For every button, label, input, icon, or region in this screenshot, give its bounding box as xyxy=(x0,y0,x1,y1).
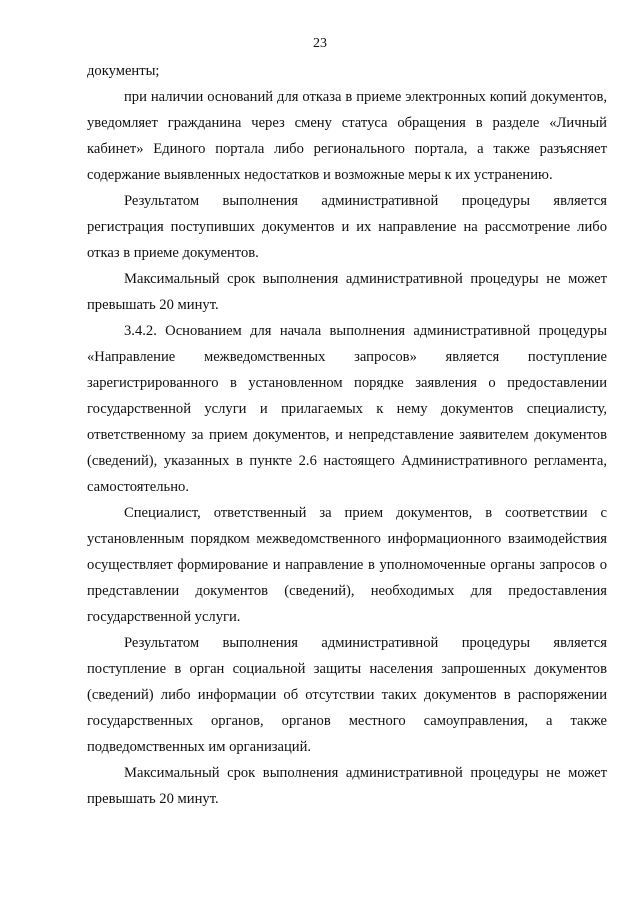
document-body xyxy=(87,58,607,812)
paragraph-3: Результатом выполнения административной процедуры является регистрация поступивших документов и их направление на рассмотрение либо отказ в приеме документов. xyxy=(87,193,607,261)
paragraph-8: Максимальный срок выполнения административной процедуры не может превышать 20 минут. xyxy=(87,765,607,807)
page-number: 23 xyxy=(313,36,327,51)
paragraph-2: при наличии оснований для отказа в приеме электронных копий документов, уведомляет гражданина через смену статуса обращения в разделе «Личный кабинет» Единого портала либо регионального портала, а также разъясняет содержание выявленных недостатков и возможные меры к их устранению. xyxy=(87,89,607,183)
paragraph-5: 3.4.2. Основанием для начала выполнения административной процедуры «Направление межведомственных запросов» является поступление зарегистрированного в установленном порядке заявления о предоставлении государственной услуги и прилагаемых к нему документов специалисту, ответственному за прием документов, и непредставление заявителем документов (сведений), указанных в пункте 2.6 настоящего Административного регламента, самостоятельно. xyxy=(87,323,607,495)
paragraph-6: Специалист, ответственный за прием документов, в соответствии с установленным порядком межведомственного информационного взаимодействия осуществляет формирование и направление в уполномоченные органы запросов о представлении документов (сведений), необходимых для предоставления государственной услуги. xyxy=(87,505,607,625)
paragraph-7: Результатом выполнения административной процедуры является поступление в орган социальной защиты населения запрошенных документов (сведений) либо информации об отсутствии таких документов в распоряжении государственных органов, органов местного самоуправления, а также подведомственных им организаций. xyxy=(87,635,607,755)
paragraph-4: Максимальный срок выполнения административной процедуры не может превышать 20 минут. xyxy=(87,271,607,313)
paragraph-1: документы; xyxy=(87,63,160,79)
